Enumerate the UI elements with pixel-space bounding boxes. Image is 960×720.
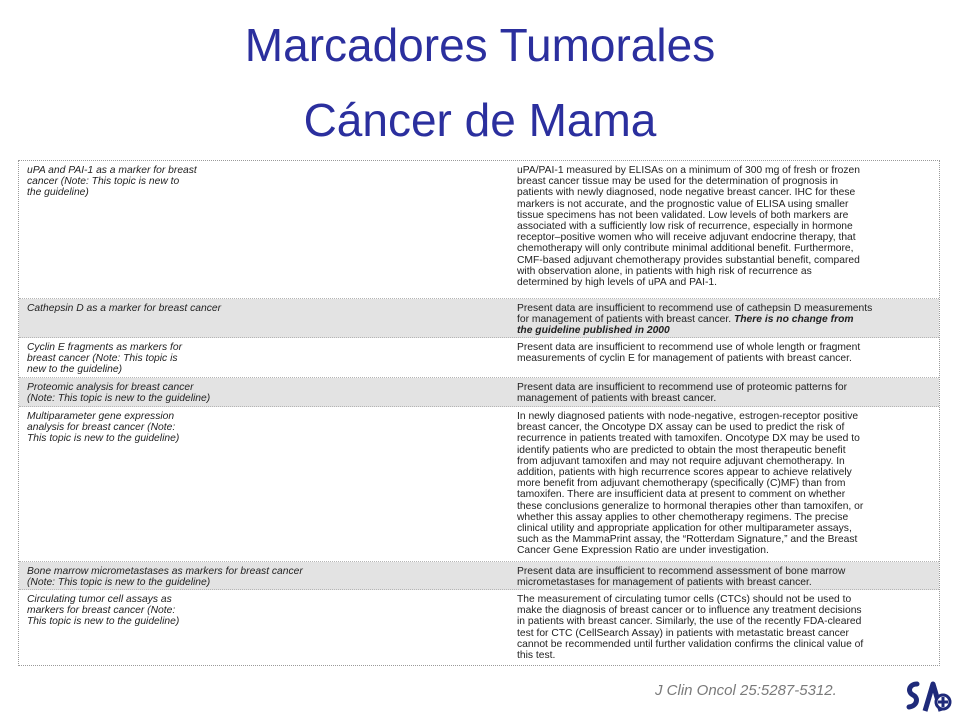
recommendation-cell bbox=[511, 590, 939, 665]
recommendation-text: The measurement of circulating tumor cells (CTCs) should not be used to make the diagnosis of breast cancer or to influence any treatment decisions in patients with breast cancer. Similarly, the use of the recently FDA-cleared test for CTC (CellSearch Assay) in patients with metastatic breast cancer cannot be recommended until further validation confirms the clinical value of this test. bbox=[517, 594, 864, 662]
topic-cell: Cathepsin D as a marker for breast cancer bbox=[27, 303, 222, 314]
slide-title-line1: Marcadores Tumorales bbox=[244, 19, 716, 71]
recommendation-emphasis: There is no change from the guideline published in 2000 bbox=[517, 314, 854, 337]
table-row bbox=[19, 378, 939, 407]
journal-citation: J Clin Oncol 25:5287-5312. bbox=[655, 682, 837, 699]
table-row bbox=[19, 407, 939, 562]
recommendation-text: Present data are insufficient to recommend use of proteomic patterns for management of patients with breast cancer. bbox=[517, 382, 848, 405]
table-row bbox=[19, 161, 939, 299]
topic-cell: Cyclin E fragments as markers for breast cancer (Note: This topic is new to the guideline) bbox=[27, 342, 183, 376]
recommendation-text: Present data are insufficient to recommend use of whole length or fragment measurements of cyclin E for management of patients with breast cancer. bbox=[517, 342, 861, 365]
topic-cell: Circulating tumor cell assays as markers for breast cancer (Note: This topic is new to the guideline) bbox=[27, 594, 180, 628]
recommendation-cell bbox=[511, 161, 939, 298]
recommendation-cell bbox=[511, 562, 939, 589]
table-row bbox=[19, 299, 939, 338]
recommendation-cell bbox=[511, 299, 939, 337]
table-row bbox=[19, 590, 939, 665]
topic-cell: Proteomic analysis for breast cancer (Note: This topic is new to the guideline) bbox=[27, 382, 211, 405]
recommendation-cell bbox=[511, 338, 939, 377]
table-row bbox=[19, 562, 939, 590]
recommendation-text: Present data are insufficient to recommend assessment of bone marrow micrometastases for management of patients with breast cancer. bbox=[517, 566, 846, 589]
recommendation-text: In newly diagnosed patients with node-negative, estrogen-receptor positive breast cancer, the Oncotype DX assay can be used to predict the risk of recurrence in patients treated with tamoxifen. Oncotype DX may be used to identify patients who are predicted to obtain the most therapeutic benefit from adjuvant tamoxifen and may not require adjuvant chemotherapy. In addition, patients with high recurrence scores appear to achieve relatively more benefit from adjuvant chemotherapy (specifically (C)MF) than from tamoxifen. There are insufficient data at present to comment on whether these conclusions generalize to hormonal therapies other than tamoxifen, or whether this assay applies to other chemotherapy regimens. The precise clinical utility and appropriate application for other multiparameter assays, such as the MammaPrint assay, the “Rotterdam Signature,” and the Breast Cancer Gene Expression Ratio are under investigation. bbox=[517, 411, 864, 557]
recommendation-text: uPA/PAI-1 measured by ELISAs on a minimum of 300 mg of fresh or frozen breast cancer tissue may be used for the determination of prognosis in patients with newly diagnosed, node negative breast cancer. IHC for these markers is not accurate, and the prognostic value of ELISA using smaller tissue specimens has not been validated. Low levels of both markers are associated with a sufficiently low risk of recurrence, especially in hormone receptor–positive women who will receive adjuvant endocrine therapy, that chemotherapy will only contribute minimal additional benefit. Furthermore, CMF-based adjuvant chemotherapy provides substantial benefit, compared with observation alone, in patients with high risk of recurrence as determined by high levels of uPA and PAI-1. bbox=[517, 165, 861, 289]
topic-cell: Bone marrow micrometastases as markers for breast cancer (Note: This topic is new to the guideline) bbox=[27, 566, 303, 589]
recommendation-text: Present data are insufficient to recommend use of cathepsin D measurements for management of patients with breast cancer. bbox=[517, 303, 873, 326]
institution-logo-icon bbox=[903, 678, 953, 716]
recommendation-cell bbox=[511, 378, 939, 406]
table-row bbox=[19, 338, 939, 378]
recommendations-table bbox=[18, 160, 940, 666]
recommendation-cell bbox=[511, 407, 939, 561]
topic-cell: uPA and PAI-1 as a marker for breast cancer (Note: This topic is new to the guideline) bbox=[27, 165, 197, 199]
topic-cell: Multiparameter gene expression analysis for breast cancer (Note: This topic is new to the guideline) bbox=[27, 411, 180, 445]
slide-title-line2: Cáncer de Mama bbox=[303, 94, 657, 146]
